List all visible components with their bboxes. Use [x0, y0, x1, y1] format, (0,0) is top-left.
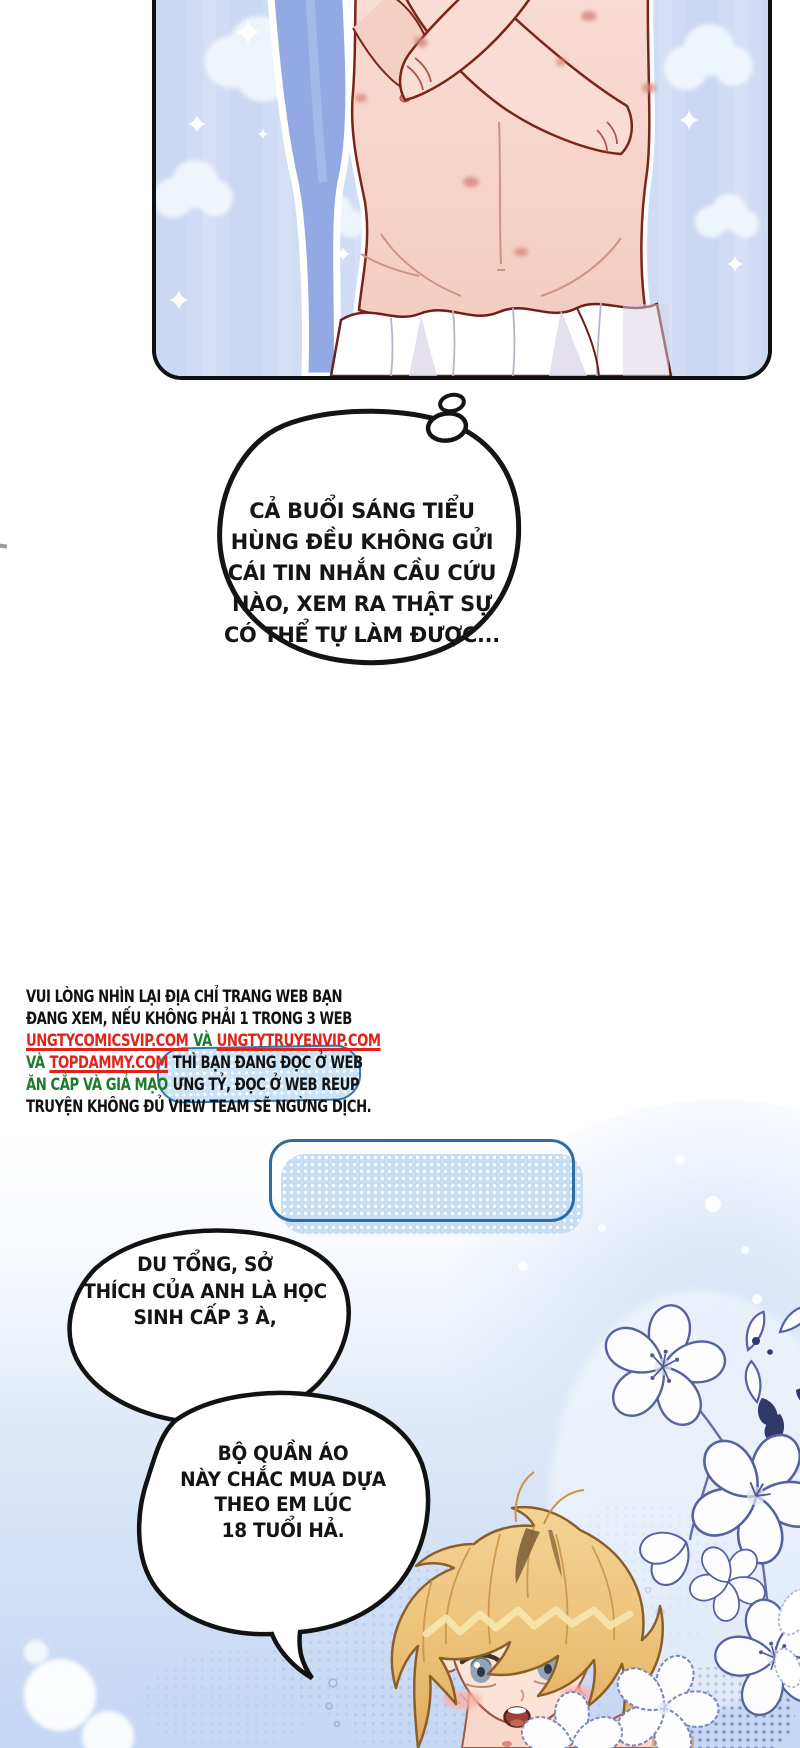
thought-line: HÙNG ĐỀU KHÔNG GỬI: [230, 530, 494, 555]
panel-art: [156, 0, 768, 376]
speech-line: BỘ QUẦN ÁO: [217, 1442, 349, 1465]
speech-line: DU TỔNG, SỞ: [137, 1253, 273, 1276]
thought-line: CẢ BUỔI SÁNG TIỂU: [249, 499, 475, 524]
thought-bubble-text: [217, 496, 508, 651]
thought-line: NÀO, XEM RA THẬT SỰ: [231, 592, 493, 617]
note-text: ƯNG TỶ, ĐỌC Ở WEB REUP: [172, 1075, 360, 1094]
note-line: VUI LÒNG NHÌN LẠI ĐỊA CHỈ TRANG WEB BẠN: [26, 987, 343, 1006]
translator-note: [26, 986, 394, 1118]
page-edge-mark: [0, 543, 7, 548]
note-line: [26, 1052, 394, 1074]
character-torso: [352, 0, 656, 325]
thought-trail-bubble: [439, 393, 466, 414]
note-link: UNGTYTRUYENVIP.COM: [216, 1031, 381, 1050]
speech-bubble-1-text: [63, 1252, 348, 1332]
speech-bubble-2-text: [141, 1441, 426, 1543]
note-line: TRUYỆN KHÔNG ĐỦ VIEW TEAM SẼ NGỪNG DỊCH.: [26, 1097, 372, 1116]
thought-line: CÓ THỂ TỰ LÀM ĐƯỢC...: [224, 623, 500, 648]
note-conjunction: VÀ: [193, 1031, 212, 1050]
note-line: [26, 1074, 394, 1096]
note-conjunction: VÀ: [26, 1053, 45, 1072]
note-link: TOPDAMMY.COM: [49, 1053, 168, 1072]
speech-line: THÍCH CỦA ANH LÀ HỌC: [83, 1279, 327, 1303]
speech-line: NÀY CHẮC MUA DỰA: [180, 1467, 386, 1491]
note-warning: ĂN CẮP VÀ GIẢ MẠO: [26, 1075, 168, 1094]
speech-line: SINH CẤP 3 À,: [133, 1306, 277, 1329]
note-line: ĐANG XEM, NẾU KHÔNG PHẢI 1 TRONG 3 WEB: [26, 1009, 352, 1028]
hickey-mark: [502, 1741, 512, 1747]
note-link: UNGTYCOMICSVIP.COM: [26, 1031, 189, 1050]
thought-line: CÁI TIN NHẮN CẦU CỨU: [227, 561, 497, 586]
speech-line: 18 TUỔI HẢ.: [221, 1518, 345, 1542]
speech-line: THEO EM LÚC: [214, 1493, 352, 1516]
comic-panel: [152, 0, 772, 380]
note-text: THÌ BẠN ĐANG ĐỌC Ở WEB: [172, 1053, 363, 1072]
note-line: [26, 1030, 394, 1052]
